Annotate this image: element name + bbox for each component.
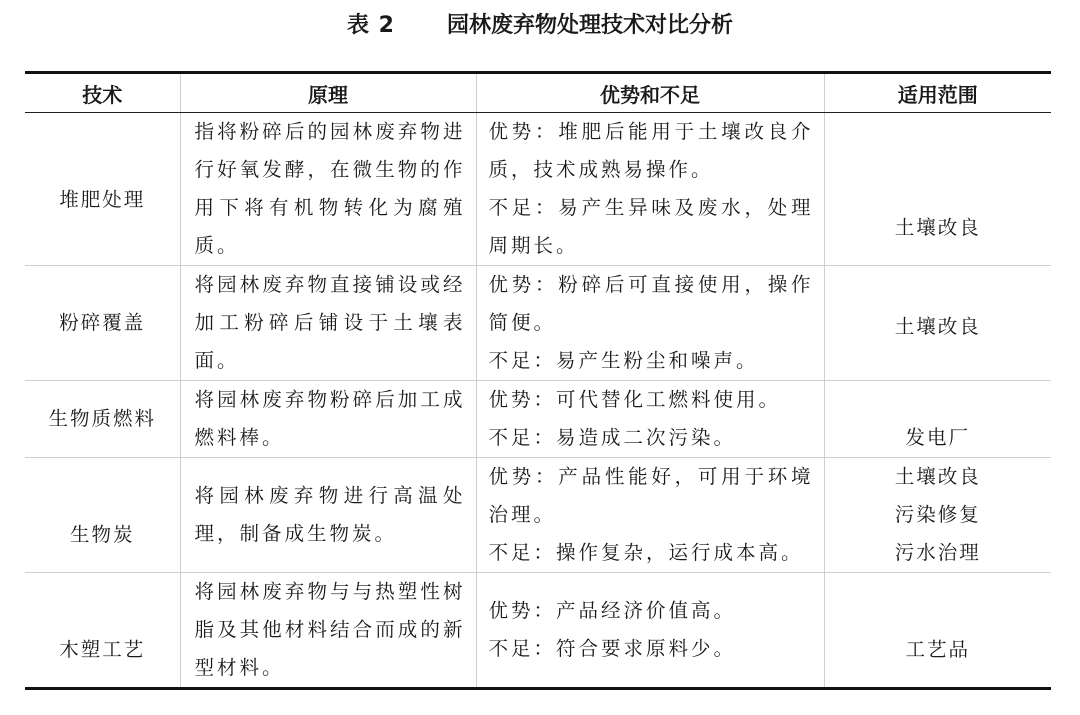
cell-application bbox=[824, 266, 1051, 381]
advantage-text: 优势：堆肥后能用于土壤改良介质，技术成熟易操作。 bbox=[488, 120, 814, 181]
cell-principle: 将园林废弃物直接铺设或经加工粉碎后铺设于土壤表面。 bbox=[180, 266, 476, 381]
cell-pros-cons bbox=[476, 381, 824, 458]
shortcoming-text: 不足：易产生异味及废水，处理周期长。 bbox=[488, 196, 814, 257]
application-item: 土壤改良 bbox=[894, 216, 981, 239]
advantage-text: 优势：产品性能好，可用于环境治理。 bbox=[488, 465, 814, 526]
table-row bbox=[25, 113, 1051, 266]
table-number: 表 2 bbox=[347, 13, 395, 38]
advantage-text: 优势：粉碎后可直接使用，操作简便。 bbox=[488, 273, 814, 334]
application-item: 污水治理 bbox=[894, 541, 981, 564]
cell-pros-cons bbox=[476, 266, 824, 381]
advantage-text: 优势：可代替化工燃料使用。 bbox=[488, 388, 782, 411]
cell-application bbox=[824, 573, 1051, 689]
cell-pros-cons bbox=[476, 113, 824, 266]
table-header-row bbox=[25, 73, 1051, 113]
shortcoming-text: 不足：易产生粉尘和噪声。 bbox=[488, 349, 759, 372]
cell-principle: 指将粉碎后的园林废弃物进行好氧发酵，在微生物的作用下将有机物转化为腐殖质。 bbox=[180, 113, 476, 266]
shortcoming-text: 不足：易造成二次污染。 bbox=[488, 426, 737, 449]
cell-application bbox=[824, 113, 1051, 266]
header-application: 适用范围 bbox=[824, 73, 1051, 113]
cell-pros-cons bbox=[476, 573, 824, 689]
shortcoming-text: 不足：符合要求原料少。 bbox=[488, 637, 737, 660]
comparison-table bbox=[25, 71, 1051, 690]
table-title: 园林废弃物处理技术对比分析 bbox=[446, 13, 733, 38]
application-item: 土壤改良 bbox=[894, 315, 981, 338]
cell-technology: 生物质燃料 bbox=[25, 381, 180, 458]
advantage-text: 优势：产品经济价值高。 bbox=[488, 599, 737, 622]
header-technology: 技术 bbox=[25, 73, 180, 113]
cell-principle: 将园林废弃物粉碎后加工成燃料棒。 bbox=[180, 381, 476, 458]
table-row bbox=[25, 458, 1051, 573]
application-item: 发电厂 bbox=[905, 426, 970, 449]
cell-technology: 堆肥处理 bbox=[59, 188, 146, 211]
cell-application bbox=[824, 381, 1051, 458]
application-item: 污染修复 bbox=[894, 503, 981, 526]
table-row bbox=[25, 573, 1051, 689]
cell-principle: 将园林废弃物与与热塑性树脂及其他材料结合而成的新型材料。 bbox=[180, 573, 476, 689]
application-item: 工艺品 bbox=[905, 638, 970, 661]
header-pros-cons: 优势和不足 bbox=[476, 73, 824, 113]
table-row bbox=[25, 381, 1051, 458]
table-caption bbox=[0, 6, 1080, 46]
cell-technology: 木塑工艺 bbox=[25, 573, 180, 689]
cell-principle: 将园林废弃物进行高温处理，制备成生物炭。 bbox=[180, 458, 476, 573]
application-item: 土壤改良 bbox=[894, 465, 981, 488]
cell-application bbox=[824, 458, 1051, 573]
table-row bbox=[25, 266, 1051, 381]
cell-technology: 粉碎覆盖 bbox=[25, 266, 180, 381]
cell-technology: 生物炭 bbox=[25, 458, 180, 573]
header-principle: 原理 bbox=[180, 73, 476, 113]
shortcoming-text: 不足：操作复杂，运行成本高。 bbox=[488, 541, 804, 564]
cell-pros-cons bbox=[476, 458, 824, 573]
